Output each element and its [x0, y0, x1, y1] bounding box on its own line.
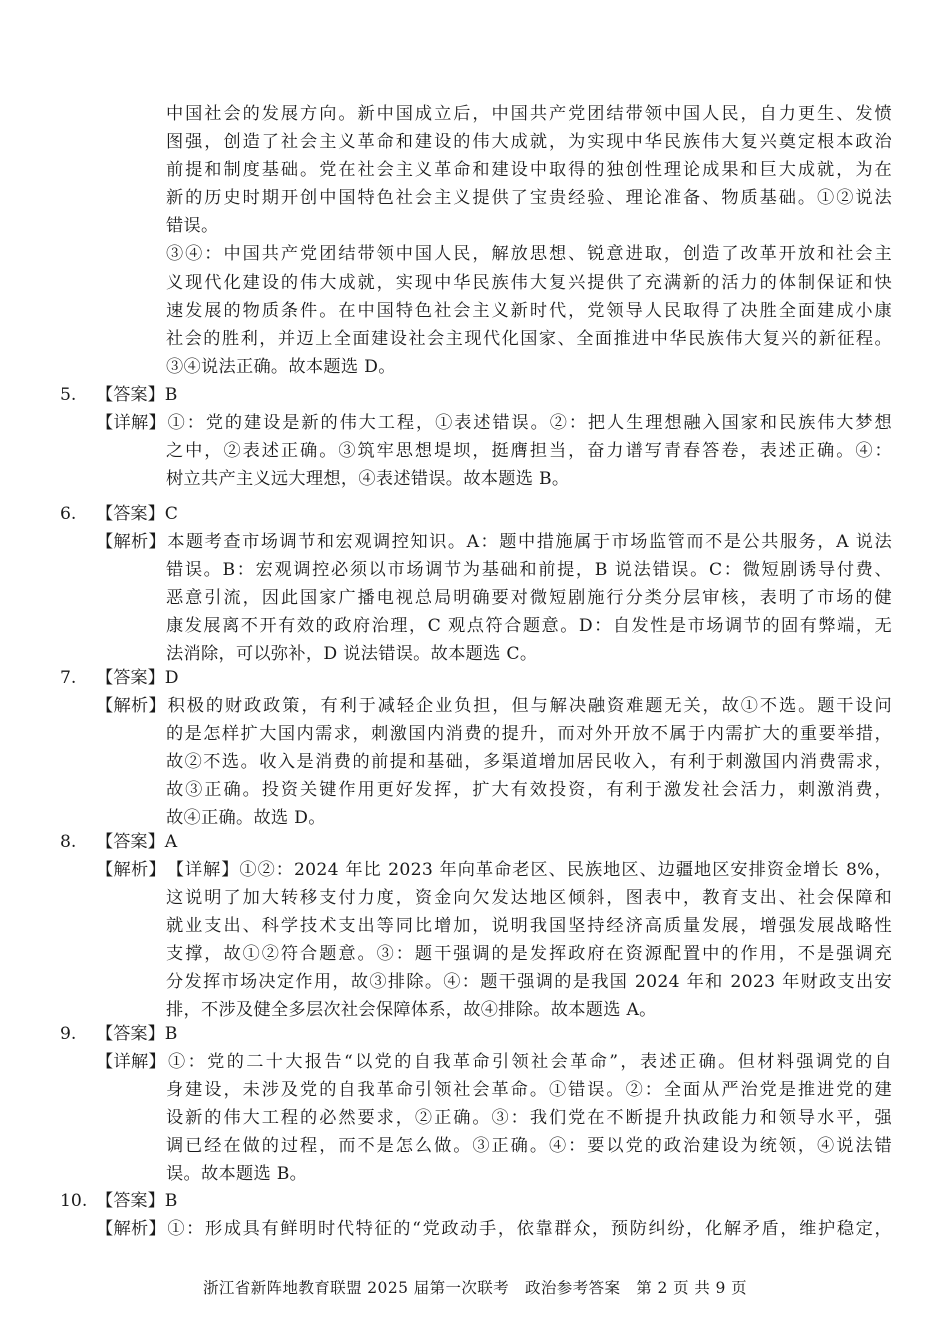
text-span: ①：党的建设是新的伟大工程，①表述错误。②：把人生理想融入国家和民族伟大梦想 [166, 413, 892, 433]
text-line [96, 1048, 892, 1076]
answer-header [60, 1187, 177, 1215]
page-footer: 浙江省新阵地教育联盟 2025 届第一次联考 政治参考答案 第 2 页 共 9 页 [202, 1279, 748, 1297]
text-line: 的是怎样扩大国内需求，刺激国内消费的提升，而对外开放不属于内需扩大的重要举措， [166, 724, 892, 745]
text-line: 树立共产主义远大理想，④表述错误。故本题选 B。 [166, 469, 570, 490]
text-line [96, 856, 892, 884]
question-number: 10. [60, 1191, 88, 1211]
text-line [96, 528, 892, 556]
text-span: 积极的财政政策，有利于减轻企业负担，但与解决融资难题无关，故①不选。题干设问 [166, 696, 892, 716]
text-line: 故④正确。故选 D。 [166, 808, 326, 829]
text-line: 设新的伟大工程的必然要求，②正确。③：我们党在不断提升执政能力和领导水平，强 [166, 1108, 892, 1129]
answer-label: 【答案】C [96, 504, 178, 524]
text-line [96, 409, 892, 437]
text-line: 康发展离不开有效的政府治理，C 观点符合题意。D：自发性是市场调节的固有弊端，无 [166, 616, 892, 637]
text-line: 错误。B：宏观调控必须以市场调节为基础和前提，B 说法错误。C：微短剧诱导付费、 [166, 560, 892, 581]
text-line [96, 692, 892, 720]
text-line: 错误。 [166, 216, 219, 237]
text-line: 之中，②表述正确。③筑牢思想堤坝，挺膺担当，奋力谱写青春答卷，表述正确。④： [166, 441, 892, 462]
text-line: 身建设，未涉及党的自我革命引领社会革命。①错误。②：全面从严治党是推进党的建 [166, 1080, 892, 1101]
question-number: 7. [60, 668, 77, 688]
explanation [96, 1215, 892, 1243]
text-line: 图强，创造了社会主义革命和建设的伟大成就，为实现中华民族伟大复兴奠定根本政治 [166, 132, 892, 153]
explanation-tag: 【解析】 [96, 860, 166, 880]
answer-header [60, 381, 177, 409]
text-line: 前提和制度基础。党在社会主义革命和建设中取得的独创性理论成果和巨大成就，为在 [166, 160, 892, 181]
explanation-tag: 【解析】 [96, 1219, 166, 1239]
answer-header [60, 664, 179, 692]
text-line: 速发展的物质条件。在中国特色社会主义新时代，党领导人民取得了决胜全面建成小康 [166, 300, 892, 321]
explanation-tag: 【解析】 [96, 532, 166, 552]
question-number: 6. [60, 504, 77, 524]
question-number: 8. [60, 832, 77, 852]
answer-label: 【答案】B [96, 1024, 178, 1044]
text-line: ③④：中国共产党团结带领中国人民，解放思想、锐意进取，创造了改革开放和社会主 [166, 244, 892, 265]
text-line: 这说明了加大转移支付力度，资金向欠发达地区倾斜，图表中，教育支出、社会保障和 [166, 888, 892, 909]
answer-label: 【答案】B [96, 1191, 178, 1211]
answer-label: 【答案】D [96, 668, 179, 688]
text-line: 调已经在做的过程，而不是怎么做。③正确。④：要以党的政治建设为统领，④说法错 [166, 1136, 892, 1157]
answer-label: 【答案】B [96, 385, 178, 405]
text-line: 恶意引流，因此国家广播电视总局明确要对微短剧施行分类分层审核，表明了市场的健 [166, 588, 892, 609]
text-line: 义现代化建设的伟大成就，实现中华民族伟大复兴提供了充满新的活力的体制保证和快 [166, 272, 892, 293]
text-span: 【详解】①②：2024 年比 2023 年向革命老区、民族地区、边疆地区安排资金增长 8%， [166, 860, 892, 880]
text-line: 支撑，故①②符合题意。③：题干强调的是发挥政府在资源配置中的作用，不是强调充 [166, 944, 892, 965]
text-line: 误。故本题选 B。 [166, 1164, 308, 1185]
text-span: ①：形成具有鲜明时代特征的“党政动手，依靠群众，预防纠纷，化解矛盾，维护稳定， [166, 1219, 892, 1239]
text-line: 新的历史时期开创中国特色社会主义提供了宝贵经验、理论准备、物质基础。①②说法 [166, 188, 892, 209]
explanation [96, 409, 892, 493]
text-line: 故②不选。收入是消费的前提和基础，多渠道增加居民收入，有利于刺激国内消费需求， [166, 752, 892, 773]
text-span: ①：党的二十大报告“以党的自我革命引领社会革命”，表述正确。但材料强调党的自 [166, 1052, 892, 1072]
explanation-tag: 【解析】 [96, 696, 166, 716]
text-line: 社会的胜利，并迈上全面建设社会主现代化国家、全面推进中华民族伟大复兴的新征程。 [166, 328, 892, 349]
explanation [96, 1048, 892, 1188]
text-line: 分发挥市场决定作用，故③排除。④：题干强调的是我国 2024 年和 2023 年财政支出安 [166, 972, 892, 993]
text-span: 本题考查市场调节和宏观调控知识。A：题中措施属于市场监管而不是公共服务，A 说法 [166, 532, 892, 552]
text-line: 就业支出、科学技术支出等同比增加，说明我国坚持经济高质量发展，增强发展战略性 [166, 916, 892, 937]
text-line: 排，不涉及健全多层次社会保障体系，故④排除。故本题选 A。 [166, 1000, 657, 1021]
explanation-tag: 【详解】 [96, 413, 166, 433]
q4-continuation [166, 100, 892, 381]
explanation [96, 856, 892, 1025]
text-line: 故③正确。投资关键作用更好发挥，扩大有效投资，有利于激发社会活力，刺激消费， [166, 780, 892, 801]
text-line [96, 1215, 892, 1243]
answer-header [60, 828, 177, 856]
explanation [96, 692, 892, 832]
answer-label: 【答案】A [96, 832, 178, 852]
answer-header [60, 1020, 177, 1048]
question-number: 9. [60, 1024, 77, 1044]
explanation [96, 528, 892, 668]
text-line: 法消除，可以弥补，D 说法错误。故本题选 C。 [166, 644, 538, 665]
answer-header [60, 500, 178, 528]
explanation-tag: 【详解】 [96, 1052, 166, 1072]
text-line: 中国社会的发展方向。新中国成立后，中国共产党团结带领中国人民，自力更生、发愤 [166, 104, 892, 124]
text-line: ③④说法正确。故本题选 D。 [166, 356, 396, 377]
question-number: 5. [60, 385, 77, 405]
